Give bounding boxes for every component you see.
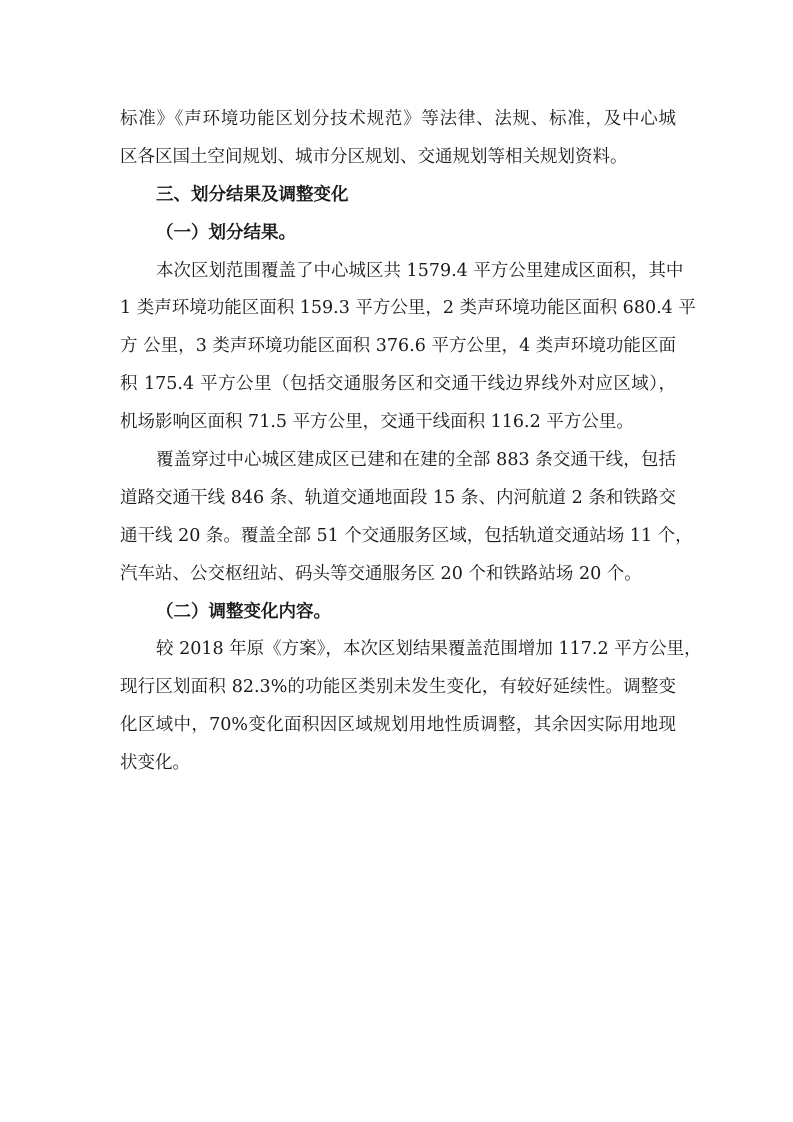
paragraph-line: 积 175.4 平方公里（包括交通服务区和交通干线边界线外对应区域）， [120, 374, 676, 395]
intro-line-1: 标准》《声环境功能区划分技术规范》等法律、法规、标准，及中心城 [120, 109, 676, 129]
subsection-heading-changes: （二）调整变化内容。 [156, 601, 331, 622]
paragraph-line: 化区域中，70%变化面积因区域规划用地性质调整，其余因实际用地现 [120, 715, 676, 736]
document-body [120, 101, 702, 783]
paragraph-line: 通干线 20 条。覆盖全部 51 个交通服务区域，包括轨道交通站场 11 个， [120, 525, 693, 546]
paragraph-line: 较 2018 年原《方案》，本次区划结果覆盖范围增加 117.2 平方公里， [156, 639, 702, 660]
paragraph-line: 现行区划面积 82.3%的功能区类别未发生变化，有较好延续性。调整变 [120, 677, 676, 698]
paragraph-line: 汽车站、公交枢纽站、码头等交通服务区 20 个和铁路站场 20 个。 [120, 563, 642, 584]
subsection-heading-results: （一）划分结果。 [156, 222, 296, 243]
paragraph-line: 机场影响区面积 71.5 平方公里，交通干线面积 116.2 平方公里。 [120, 412, 634, 433]
paragraph-line: 状变化。 [120, 753, 190, 774]
intro-line-2: 区各区国土空间规划、城市分区规划、交通规划等相关规划资料。 [120, 146, 628, 167]
section-heading: 三、划分结果及调整变化 [156, 184, 349, 205]
paragraph-line: 本次区划范围覆盖了中心城区共 1579.4 平方公里建成区面积，其中 [156, 260, 684, 281]
paragraph-line: 覆盖穿过中心城区建成区已建和在建的全部 883 条交通干线，包括 [156, 450, 676, 471]
paragraph-line: 1 类声环境功能区面积 159.3 平方公里，2 类声环境功能区面积 680.4 平 [120, 298, 696, 319]
paragraph-line: 道路交通干线 846 条、轨道交通地面段 15 条、内河航道 2 条和铁路交 [120, 487, 676, 508]
paragraph-line: 方 公里，3 类声环境功能区面积 376.6 平方公里，4 类声环境功能区面 [120, 336, 676, 357]
